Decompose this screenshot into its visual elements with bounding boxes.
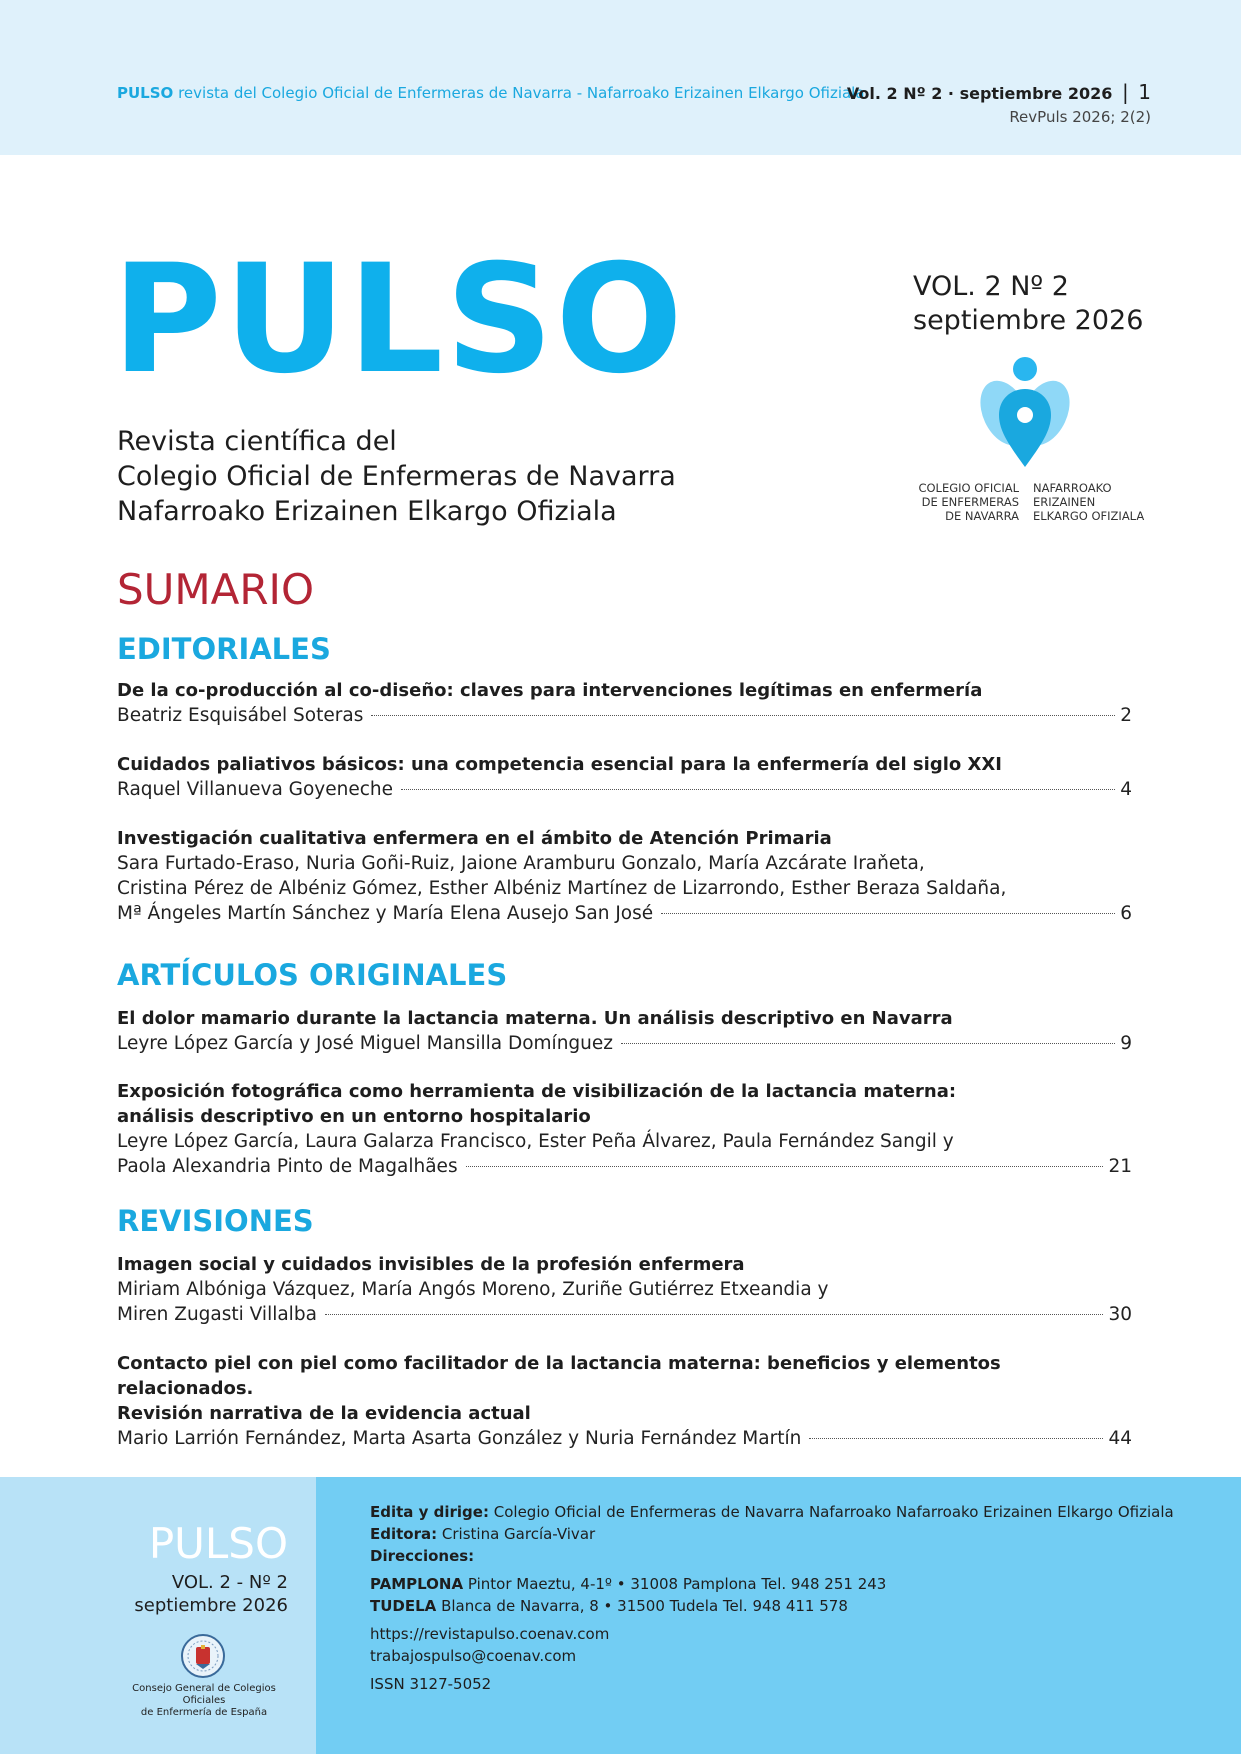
masthead-volume [913, 270, 1143, 338]
publisher-info [370, 1501, 1174, 1695]
page-separator: | [1121, 80, 1129, 104]
entry-title: De la co-producción al co-diseño: claves para intervenciones legítimas en enfermería [117, 680, 983, 701]
author-line: Leyre López García, Laura Galarza Francisco, Ester Peña Álvarez, Paula Fernández Sangil y [117, 1131, 954, 1152]
page-number: 1 [1138, 80, 1151, 104]
masthead-volume-number: VOL. 2 Nº 2 [913, 271, 1069, 302]
author-line: Miren Zugasti Villalba [117, 1304, 317, 1325]
edita-value: Colegio Oficial de Enfermeras de Navarra Nafarroako Nafarroako Erizainen Elkargo Ofiziala [493, 1503, 1174, 1521]
citation: RevPuls 2026; 2(2) [1009, 108, 1151, 126]
volume-text: Vol. 2 Nº 2 · septiembre 2026 [846, 84, 1113, 103]
email-link[interactable]: trabajospulso@coenav.com [370, 1647, 577, 1665]
subtitle-line-1: Revista científica del [117, 426, 397, 457]
leader-dots [621, 1043, 1115, 1044]
author-line: Raquel Villanueva Goyeneche [117, 779, 394, 800]
summary-heading: SUMARIO [117, 565, 314, 614]
journal-name: PULSO [117, 84, 174, 102]
toc-entry[interactable] [117, 678, 1132, 728]
page-ref: 30 [1108, 1304, 1132, 1325]
toc-entry[interactable] [117, 1079, 1132, 1179]
college-logo [905, 355, 1145, 525]
author-line: Mario Larrión Fernández, Marta Asarta González y Nuria Fernández Martín [117, 1428, 802, 1449]
page-ref: 9 [1120, 1033, 1132, 1054]
footer-date: septiembre 2026 [134, 1595, 288, 1616]
toc-entry[interactable] [117, 1252, 1132, 1327]
entry-title: Cuidados paliativos básicos: una competencia esencial para la enfermería del siglo XXI [117, 754, 1002, 775]
entry-authors [117, 703, 1132, 728]
direcciones-label-text: Direcciones: [370, 1547, 475, 1565]
pamplona-label: PAMPLONA [370, 1575, 464, 1593]
nurse-figure-logo-icon [905, 355, 1145, 475]
author-line: Cristina Pérez de Albéniz Gómez, Esther Albéniz Martínez de Lizarrondo, Esther Beraza Saldaña, [117, 878, 1007, 899]
subtitle-line-3: Nafarroako Erizainen Elkargo Ofiziala [117, 496, 617, 527]
footer-volume [134, 1571, 288, 1617]
leader-dots [401, 789, 1115, 790]
logo-text-spanish [905, 481, 1019, 523]
website-link[interactable]: https://revistapulso.coenav.com [370, 1625, 610, 1643]
entry-title: El dolor mamario durante la lactancia materna. Un análisis descriptivo en Navarra [117, 1008, 953, 1029]
pamplona-address [370, 1573, 1174, 1595]
entry-title-line-2: análisis descriptivo en un entorno hospitalario [117, 1106, 591, 1127]
leader-dots [809, 1438, 1103, 1439]
entry-title-line-2: Revisión narrativa de la evidencia actual [117, 1403, 531, 1424]
toc-entry[interactable] [117, 752, 1132, 802]
consejo-seal-icon [180, 1633, 226, 1679]
author-line: Miriam Albóniga Vázquez, María Angós Moreno, Zuriñe Gutiérrez Etxeandia y [117, 1279, 829, 1300]
page-ref: 44 [1108, 1428, 1132, 1449]
section-title-revisiones: REVISIONES [117, 1204, 314, 1238]
leader-dots [325, 1314, 1104, 1315]
logo-es-line-1: COLEGIO OFICIAL [918, 481, 1019, 495]
footer-volume-number: VOL. 2 - Nº 2 [171, 1572, 288, 1593]
footer-title: PULSO [148, 1519, 288, 1568]
entry-title: Investigación cualitativa enfermera en el ámbito de Atención Primaria [117, 828, 832, 849]
editora-label: Editora: [370, 1525, 438, 1543]
author-line: Beatriz Esquisábel Soteras [117, 705, 364, 726]
edita-line [370, 1501, 1174, 1523]
journal-description: revista del Colegio Oficial de Enfermeras de Navarra - Nafarroako Erizainen Elkargo Ofiziala [178, 84, 865, 102]
author-line: Sara Furtado-Eraso, Nuria Goñi-Ruiz, Jaione Aramburu Gonzalo, María Azcárate Iraňeta, [117, 853, 925, 874]
page-ref: 6 [1120, 903, 1132, 924]
author-line: Leyre López García y José Miguel Mansilla Domínguez [117, 1033, 613, 1054]
entry-authors [117, 1154, 1132, 1179]
toc-entry[interactable] [117, 1351, 1132, 1451]
entry-title-line-1: Exposición fotográfica como herramienta de visibilización de la lactancia materna: [117, 1081, 957, 1102]
page-ref: 21 [1108, 1156, 1132, 1177]
footer-left-panel [0, 1477, 316, 1754]
logo-text-basque [1033, 481, 1153, 523]
edita-label: Edita y dirige: [370, 1503, 489, 1521]
journal-line [117, 84, 865, 102]
tudela-label: TUDELA [370, 1597, 437, 1615]
editora-line [370, 1523, 1174, 1545]
issn: ISSN 3127-5052 [370, 1675, 492, 1693]
consejo-line-1: Consejo General de Colegios Oficiales [132, 1683, 276, 1706]
entry-authors [117, 1302, 1132, 1327]
page-ref: 2 [1120, 705, 1132, 726]
masthead-subtitle [117, 424, 676, 529]
leader-dots [371, 715, 1115, 716]
issue-info [847, 80, 1151, 126]
page-ref: 4 [1120, 779, 1132, 800]
leader-dots [661, 913, 1115, 914]
leader-dots [466, 1166, 1104, 1167]
entry-authors [117, 777, 1132, 802]
logo-es-line-3: DE NAVARRA [945, 509, 1019, 523]
tudela-value: Blanca de Navarra, 8 • 31500 Tudela Tel. 948 411 578 [441, 1597, 848, 1615]
toc-entry[interactable] [117, 826, 1132, 926]
volume-line [847, 80, 1151, 104]
tudela-address [370, 1595, 1174, 1617]
section-title-editoriales: EDITORIALES [117, 632, 331, 666]
logo-eu-line-1: NAFARROAKO [1033, 481, 1112, 495]
entry-authors [117, 1031, 1132, 1056]
masthead-title: PULSO [112, 233, 685, 407]
section-title-articulos-originales: ARTÍCULOS ORIGINALES [117, 958, 508, 992]
entry-authors [117, 1426, 1132, 1451]
logo-eu-line-3: ELKARGO OFIZIALA [1033, 509, 1145, 523]
author-line: Paola Alexandria Pinto de Magalhães [117, 1156, 458, 1177]
editora-value: Cristina García-Vivar [441, 1525, 596, 1543]
logo-eu-line-2: ERIZAINEN [1033, 495, 1096, 509]
entry-authors [117, 901, 1132, 926]
consejo-line-2: de Enfermería de España [140, 1707, 268, 1718]
header-band [0, 0, 1241, 155]
entry-title: Imagen social y cuidados invisibles de la profesión enfermera [117, 1254, 745, 1275]
pamplona-value: Pintor Maeztu, 4-1º • 31008 Pamplona Tel. 948 251 243 [467, 1575, 887, 1593]
subtitle-line-2: Colegio Oficial de Enfermeras de Navarra [117, 461, 676, 492]
direcciones-label [370, 1545, 1174, 1567]
author-line: Mª Ángeles Martín Sánchez y María Elena Ausejo San José [117, 903, 654, 924]
consejo-text [110, 1683, 298, 1719]
footer-right-panel [316, 1477, 1241, 1754]
toc-entry[interactable] [117, 1006, 1132, 1056]
masthead-date: septiembre 2026 [913, 305, 1144, 336]
entry-title-line-1: Contacto piel con piel como facilitador de la lactancia materna: beneficios y elementos relacionados. [117, 1353, 1001, 1399]
logo-es-line-2: DE ENFERMERAS [921, 495, 1019, 509]
